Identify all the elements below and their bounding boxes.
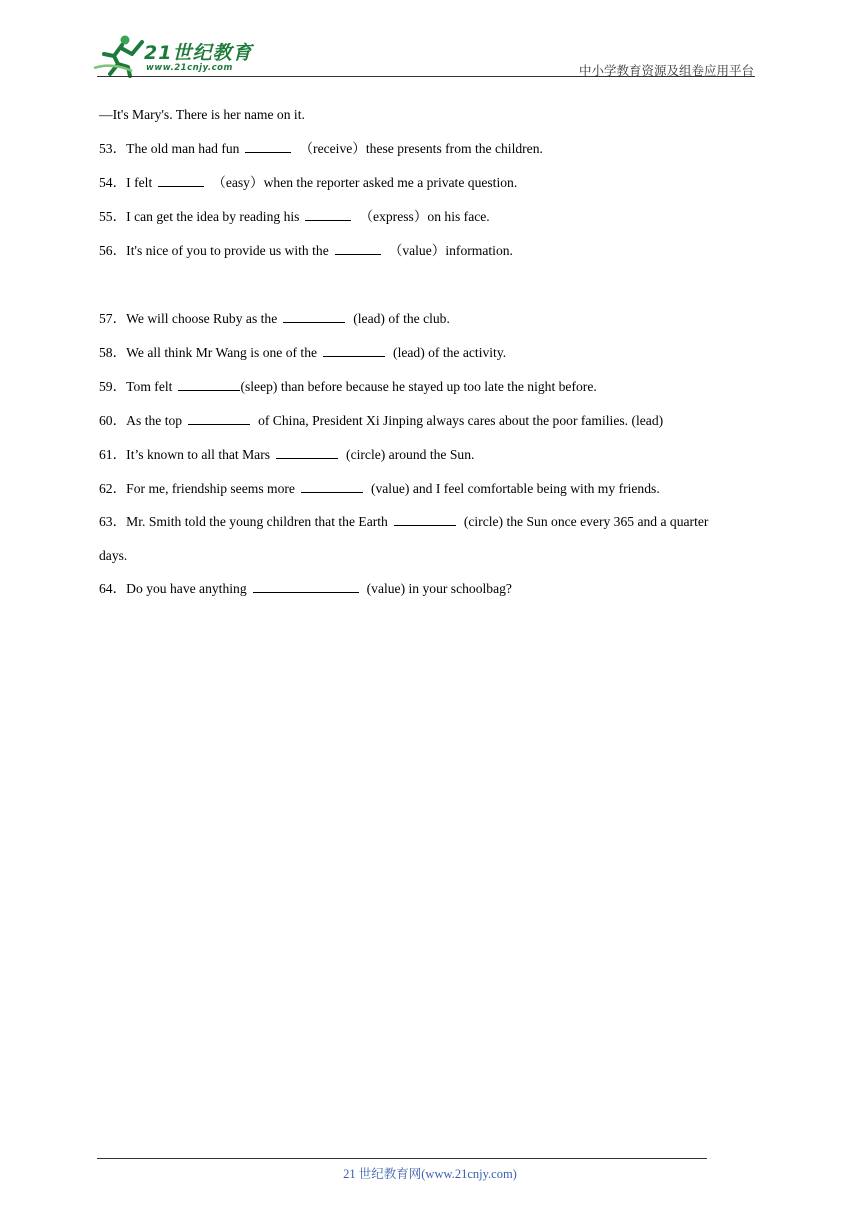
question-text: （express）on his face.	[359, 209, 490, 224]
question-55	[99, 207, 490, 227]
header-divider	[97, 76, 755, 77]
answer-blank[interactable]	[178, 377, 240, 391]
answer-blank[interactable]	[276, 445, 338, 459]
question-text: 57．We will choose Ruby as the	[99, 311, 278, 326]
question-text: （easy）when the reporter asked me a private question.	[212, 175, 518, 190]
question-text: 64．Do you have anything	[99, 581, 247, 596]
question-60	[99, 411, 663, 431]
question-text: (circle) the Sun once every 365 and a quarter days.	[99, 514, 709, 563]
question-text: 54．I felt	[99, 175, 153, 190]
answer-blank[interactable]	[188, 411, 250, 425]
question-57	[99, 309, 450, 329]
question-text: (sleep) than before because he stayed up too late the night before.	[240, 379, 597, 394]
question-58	[99, 343, 506, 363]
question-64	[99, 579, 512, 599]
site-logo[interactable]	[92, 34, 262, 78]
question-text: （value）information.	[388, 243, 513, 258]
answer-blank[interactable]	[335, 241, 381, 255]
platform-name: 中小学教育资源及组卷应用平台	[578, 64, 754, 78]
question-text: 61．It’s known to all that Mars	[99, 447, 271, 462]
question-53	[99, 139, 543, 159]
question-text: (value) and I feel comfortable being with my friends.	[370, 481, 660, 496]
question-text: (lead) of the activity.	[393, 345, 507, 360]
answer-blank[interactable]	[305, 207, 351, 221]
answer-blank[interactable]	[323, 343, 385, 357]
question-text: (lead) of the club.	[353, 311, 450, 326]
logo-wordmark: 21世纪教育	[144, 42, 253, 64]
answer-blank[interactable]	[158, 173, 204, 187]
question-text: (circle) around the Sun.	[346, 447, 475, 462]
question-text: 59．Tom felt	[99, 379, 173, 394]
question-62	[99, 479, 660, 499]
running-person-logo-icon	[92, 34, 148, 78]
answer-blank[interactable]	[283, 309, 345, 323]
question-63	[99, 505, 739, 573]
question-54	[99, 173, 517, 193]
answer-line: —It's Mary's. There is her name on it.	[99, 107, 305, 122]
question-text: 60．As the top	[99, 413, 183, 428]
logo-url: www.21cnjy.com	[146, 63, 233, 73]
question-text: 53．The old man had fun	[99, 141, 240, 156]
answer-blank[interactable]	[253, 579, 359, 593]
answer-blank[interactable]	[245, 139, 291, 153]
footer-link[interactable]: 21 世纪教育网(www.21cnjy.com)	[343, 1167, 517, 1181]
question-text: (value) in your schoolbag?	[366, 581, 512, 596]
question-text: 56．It's nice of you to provide us with the	[99, 243, 329, 258]
page-header	[0, 0, 860, 80]
answer-blank[interactable]	[394, 512, 456, 526]
footer-divider	[97, 1158, 707, 1159]
question-text: 58．We all think Mr Wang is one of the	[99, 345, 318, 360]
question-59	[99, 377, 597, 397]
question-61	[99, 445, 474, 465]
question-text: （receive）these presents from the children.	[299, 141, 543, 156]
question-text: 62．For me, friendship seems more	[99, 481, 295, 496]
answer-blank[interactable]	[301, 479, 363, 493]
question-text: 55．I can get the idea by reading his	[99, 209, 300, 224]
question-text: 63．Mr. Smith told the young children that the Earth	[99, 514, 388, 529]
question-56	[99, 241, 513, 261]
question-text: of China, President Xi Jinping always cares about the poor families. (lead)	[258, 413, 664, 428]
